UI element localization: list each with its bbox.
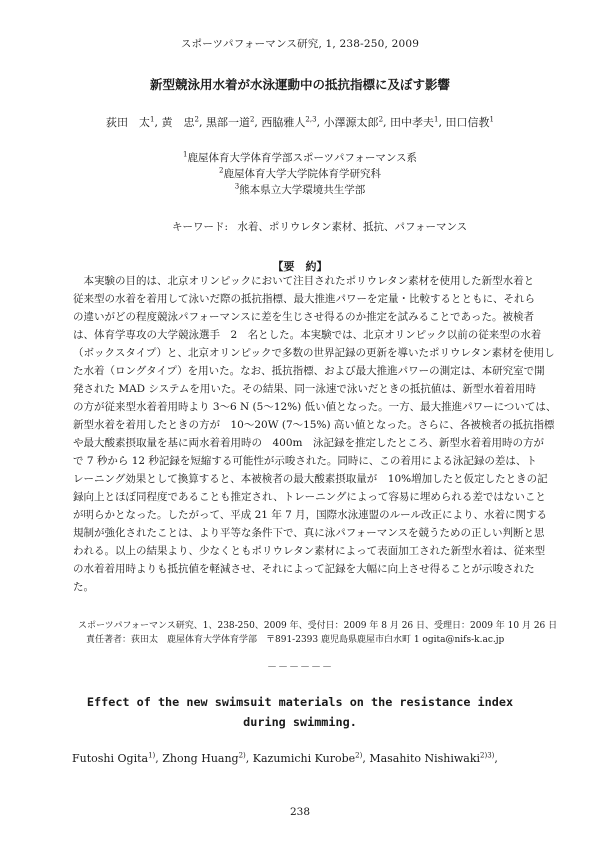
- abstract-line: われる。以上の結果より、少なくともポリウレタン素材によって表面加工された新型水着は、従来型: [73, 545, 546, 557]
- abstract-line: 本実験の目的は、北京オリンピックにおいて注目されたポリウレタン素材を使用した新型水着と: [83, 275, 535, 287]
- abstract-line: で 7 秒から 12 秒記録を短縮する可能性が示唆された。同時に、この着用による泳記録の差は、ト: [73, 455, 537, 467]
- author: Masahito Nishiwaki$^{2)3)}$: [369, 751, 495, 765]
- keywords-label: キーワード:: [172, 221, 229, 233]
- author: 田中孝夫$^1$: [390, 115, 439, 129]
- author: Kazumichi Kurobe$^{2)}$: [252, 751, 363, 765]
- author-list-en: Futoshi Ogita$^{1)}$, Zhong Huang$^{2)}$, Kazumichi Kurobe$^{2)}$, Masahito Nishiwaki$^{2)3)}$,: [72, 751, 498, 765]
- abstract-line: た。: [73, 581, 94, 593]
- abstract-line: 録向上とほぼ同程度であることも推定され、トレーニングによって容易に埋められる差ではないこと: [73, 491, 546, 503]
- abstract-line: た水着（ロングタイプ）を用いた。なお、抵抗指標、および最大推進パワーの測定は、本研究室で開: [73, 365, 545, 377]
- abstract-line: の違いがどの程度競泳パフォーマンスに差を生じさせ得るのか推定を試みることであった。被検者: [73, 311, 535, 323]
- author: 黄 忠$^2$: [161, 115, 199, 129]
- paper-title-en: [0, 692, 600, 732]
- abstract-body: [73, 272, 557, 596]
- abstract-line: レーニング効果として換算すると、本被検者の最大酸素摂取量が 10%増加したと仮定したときの記: [73, 473, 548, 485]
- author-list-jp: 荻田 太$^1$, 黄 忠$^2$, 黒部一道$^2$, 西脇雅人$^{2,3}$, 小澤源太郎$^2$, 田中孝夫$^1$, 田口信教$^1$: [106, 115, 494, 129]
- correspondence-info: 責任著者：荻田太 鹿屋体育大学体育学部 〒891-2393 鹿児島県鹿屋市白水町 1 ogita@nifs-k.ac.jp: [86, 635, 505, 645]
- received-info: スポーツパフォーマンス研究、1、238-250、2009 年、受付日：2009 年 8 月 26 日、受理日：2009 年 10 月 26 日: [78, 621, 558, 631]
- abstract-line: や最大酸素摂取量を基に両水着着用時の 400m 泳記録を推定したところ、新型水着着用時の方が: [73, 437, 544, 449]
- abstract-line: （ボックスタイプ）と、北京オリンピックで多数の世界記録の更新を導いたポリウレタン素材を使用し: [73, 347, 555, 359]
- author: Futoshi Ogita$^{1)}$: [72, 751, 156, 765]
- section-separator: －－－－－－: [267, 662, 333, 673]
- author: 荻田 太$^1$: [106, 115, 155, 129]
- affiliation-1: $^1$鹿屋体育大学体育学部スポーツパフォーマンス系: [183, 150, 417, 164]
- author: 田口信教$^1$: [445, 115, 494, 129]
- author: 西脇雅人$^{2,3}$: [261, 115, 317, 129]
- paper-title-jp: 新型競泳用水着が水泳運動中の抵抗指標に及ぼす影響: [149, 77, 450, 92]
- abstract-line: 発された MAD システムを用いた。その結果、同一泳速で泳いだときの抵抗値は、新型水着着用時: [73, 383, 536, 395]
- abstract-line: 新型水着を着用したときの方が 10～20W (7～15%) 高い値となった。さらに、各被検者の抵抗指標: [73, 419, 555, 431]
- paper-title-en-line: Effect of the new swimsuit materials on the resistance index: [86, 695, 514, 709]
- abstract-line: 規制が強化されたことは、より平等な条件下で、真に泳パフォーマンスを競うための正しい判断と思: [73, 527, 545, 539]
- paper-title-en-line: during swimming.: [243, 715, 357, 729]
- abstract-heading: 【要 約】: [272, 260, 328, 273]
- affiliation-3: $^3$熊本県立大学環境共生学部: [234, 182, 366, 196]
- abstract-line: の水着着用時よりも抵抗値を軽減させ、それによって記録を大幅に向上させ得ることが示唆された: [73, 563, 535, 575]
- abstract-line: は、体育学専攻の大学競泳選手 2 名とした。本実験では、北京オリンピック以前の従来型の水着: [73, 329, 542, 341]
- affiliation-2: $^2$鹿屋体育大学大学院体育学研究科: [219, 166, 381, 180]
- page-number: 238: [289, 806, 311, 818]
- abstract-line: が明らかとなった。したがって、平成 21 年 7 月，国際水泳連盟のルール改正により、水着に関する: [73, 509, 547, 521]
- running-header: スポーツパフォーマンス研究, 1, 238-250, 2009: [180, 38, 420, 50]
- author: Zhong Huang$^{2)}$: [162, 751, 246, 765]
- abstract-line: 従来型の水着を着用して泳いだ際の抵抗指標、最大推進パワーを定量・比較するとともに、それら: [73, 293, 535, 305]
- author: 黒部一道$^2$: [205, 115, 255, 129]
- keywords-text: 水着、ポリウレタン素材、抵抗、パフォーマンス: [237, 221, 468, 233]
- author: 小澤源太郎$^2$: [323, 115, 384, 129]
- abstract-line: の方が従来型水着着用時より 3～6 N (5～12%) 低い値となった。一方、最大推進パワーについては、: [73, 401, 557, 413]
- keywords: [172, 219, 467, 234]
